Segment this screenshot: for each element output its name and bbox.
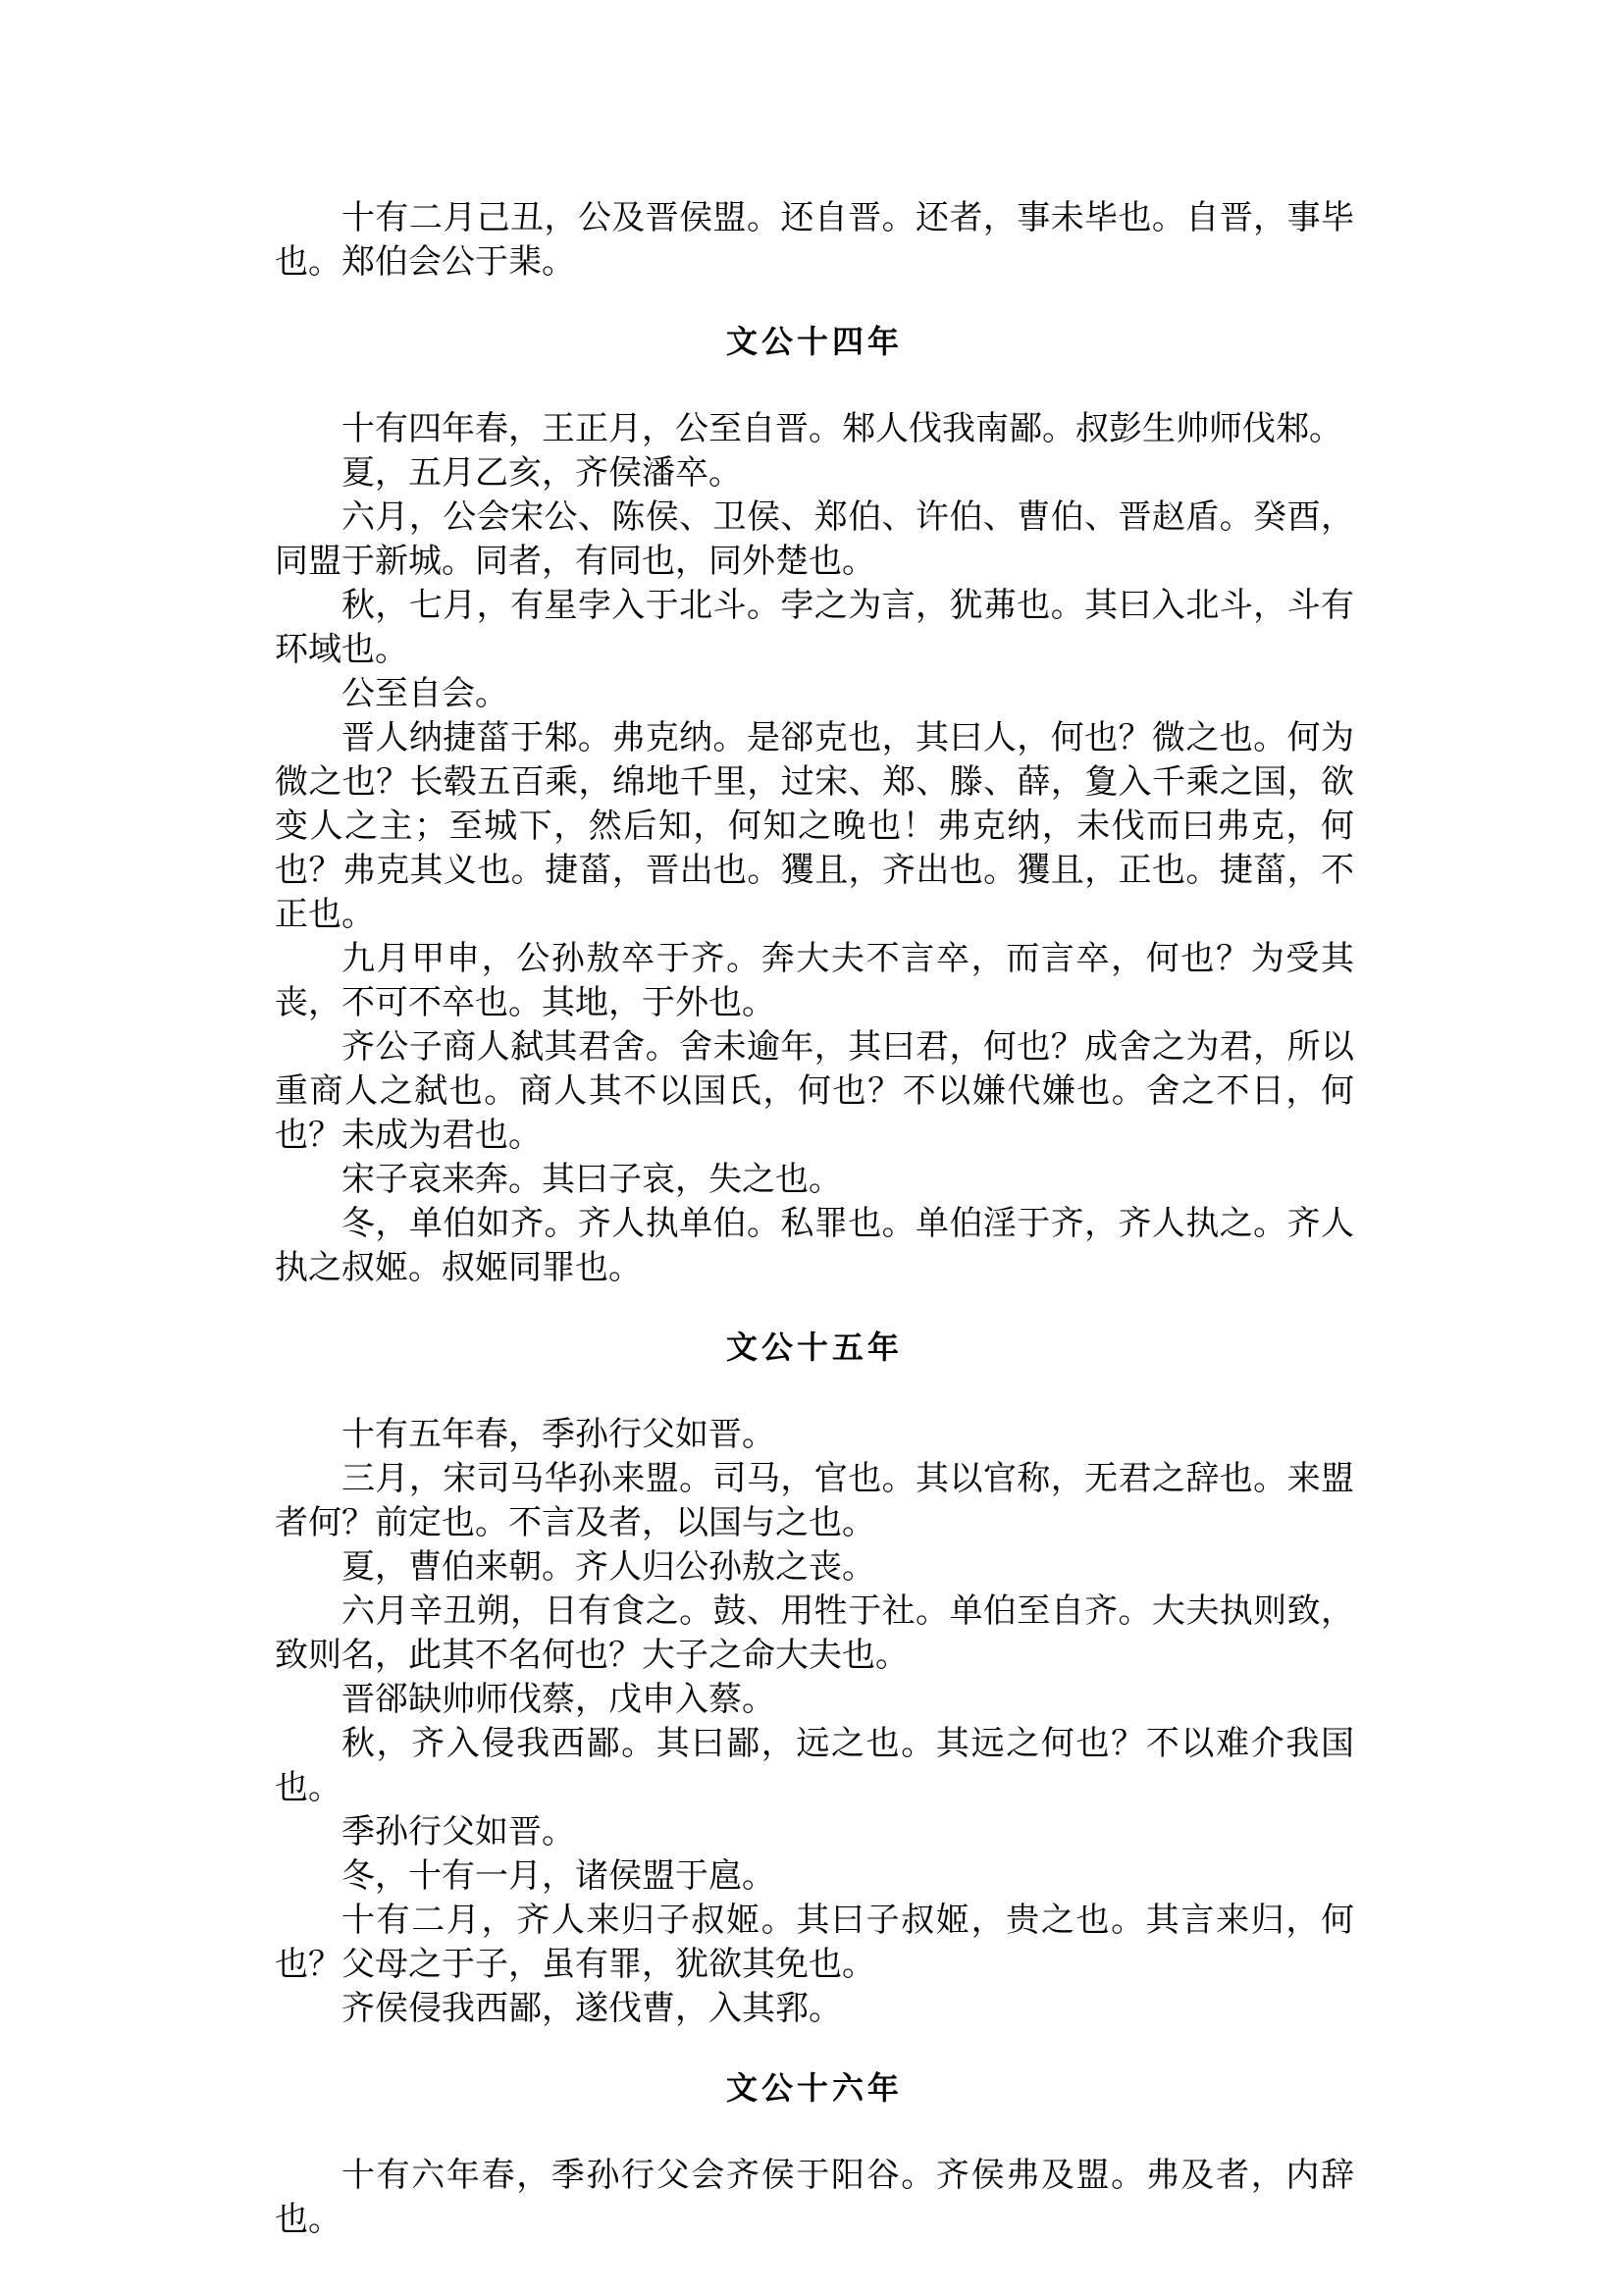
paragraph: 九月甲申，公孙敖卒于齐。奔大夫不言卒，而言卒，何也？为受其丧，不可不卒也。其地，于外也。 [275, 939, 1354, 1022]
paragraph: 冬，单伯如齐。齐人执单伯。私罪也。单伯淫于齐，齐人执之。齐人执之叔姬。叔姬同罪也。 [275, 1204, 1354, 1287]
paragraph: 十有六年春，季孙行父会齐侯于阳谷。齐侯弗及盟。弗及者，内辞也。 [275, 2156, 1354, 2239]
section-wen-gong-16 [275, 2066, 1354, 2242]
paragraph: 六月，公会宋公、陈侯、卫侯、郑伯、许伯、曹伯、晋赵盾。癸酉，同盟于新城。同者，有同也，同外楚也。 [275, 497, 1354, 581]
document-page [275, 196, 1354, 2242]
paragraph: 晋人纳捷菑于邾。弗克纳。是郤克也，其曰人，何也？微之也。何为微之也？长毂五百乘，绵地千里，过宋、郑、滕、薛，夐入千乘之国，欲变人之主；至城下，然后知，何知之晚也！弗克纳，未伐而曰弗克，何也？弗克其义也。捷菑，晋出也。玃且，齐出也。玃且，正也。捷菑，不正也。 [275, 718, 1354, 934]
section-wen-gong-14 [275, 320, 1354, 1290]
paragraph: 十有二月己丑，公及晋侯盟。还自晋。还者，事未毕也。自晋，事毕也。郑伯会公于棐。 [275, 198, 1354, 282]
paragraph: 公至自会。 [341, 674, 508, 713]
paragraph: 季孙行父如晋。 [341, 1812, 575, 1851]
paragraph: 秋，齐入侵我西鄙。其曰鄙，远之也。其远之何也？不以难介我国也。 [275, 1724, 1354, 1807]
section-heading: 文公十六年 [725, 2069, 903, 2107]
paragraph: 三月，宋司马华孙来盟。司马，官也。其以官称，无君之辞也。来盟者何？前定也。不言及者，以国与之也。 [275, 1459, 1354, 1542]
paragraph: 宋子哀来奔。其曰子哀，失之也。 [341, 1160, 842, 1199]
paragraph: 夏，曹伯来朝。齐人归公孙敖之丧。 [341, 1547, 875, 1587]
section-wen-gong-15 [275, 1326, 1354, 2031]
paragraph: 秋，七月，有星孛入于北斗。孛之为言，犹茀也。其曰入北斗，斗有环域也。 [275, 586, 1354, 669]
paragraph: 齐侯侵我西鄙，遂伐曹，入其郛。 [341, 1989, 842, 2028]
paragraph: 六月辛丑朔，日有食之。鼓、用牲于社。单伯至自齐。大夫执则致，致则名，此其不名何也？大子之命大夫也。 [275, 1591, 1354, 1675]
paragraph: 十有五年春，季孙行父如晋。 [341, 1415, 775, 1454]
paragraph: 十有四年春，王正月，公至自晋。邾人伐我南鄙。叔彭生帅师伐邾。 [341, 409, 1342, 448]
paragraph: 冬，十有一月，诸侯盟于扈。 [341, 1856, 775, 1896]
section-heading: 文公十五年 [725, 1329, 903, 1366]
paragraph: 夏，五月乙亥，齐侯潘卒。 [341, 453, 742, 493]
paragraph: 晋郤缺帅师伐蔡，戊申入蔡。 [341, 1680, 775, 1719]
section-heading: 文公十四年 [725, 323, 903, 360]
paragraph: 齐公子商人弑其君舍。舍未逾年，其曰君，何也？成舍之为君，所以重商人之弑也。商人其不以国氏，何也？不以嫌代嫌也。舍之不日，何也？未成为君也。 [275, 1027, 1354, 1155]
paragraph: 十有二月，齐人来归子叔姬。其曰子叔姬，贵之也。其言来归，何也？父母之于子，虽有罪，犹欲其免也。 [275, 1901, 1354, 1984]
section-intro [275, 196, 1354, 285]
